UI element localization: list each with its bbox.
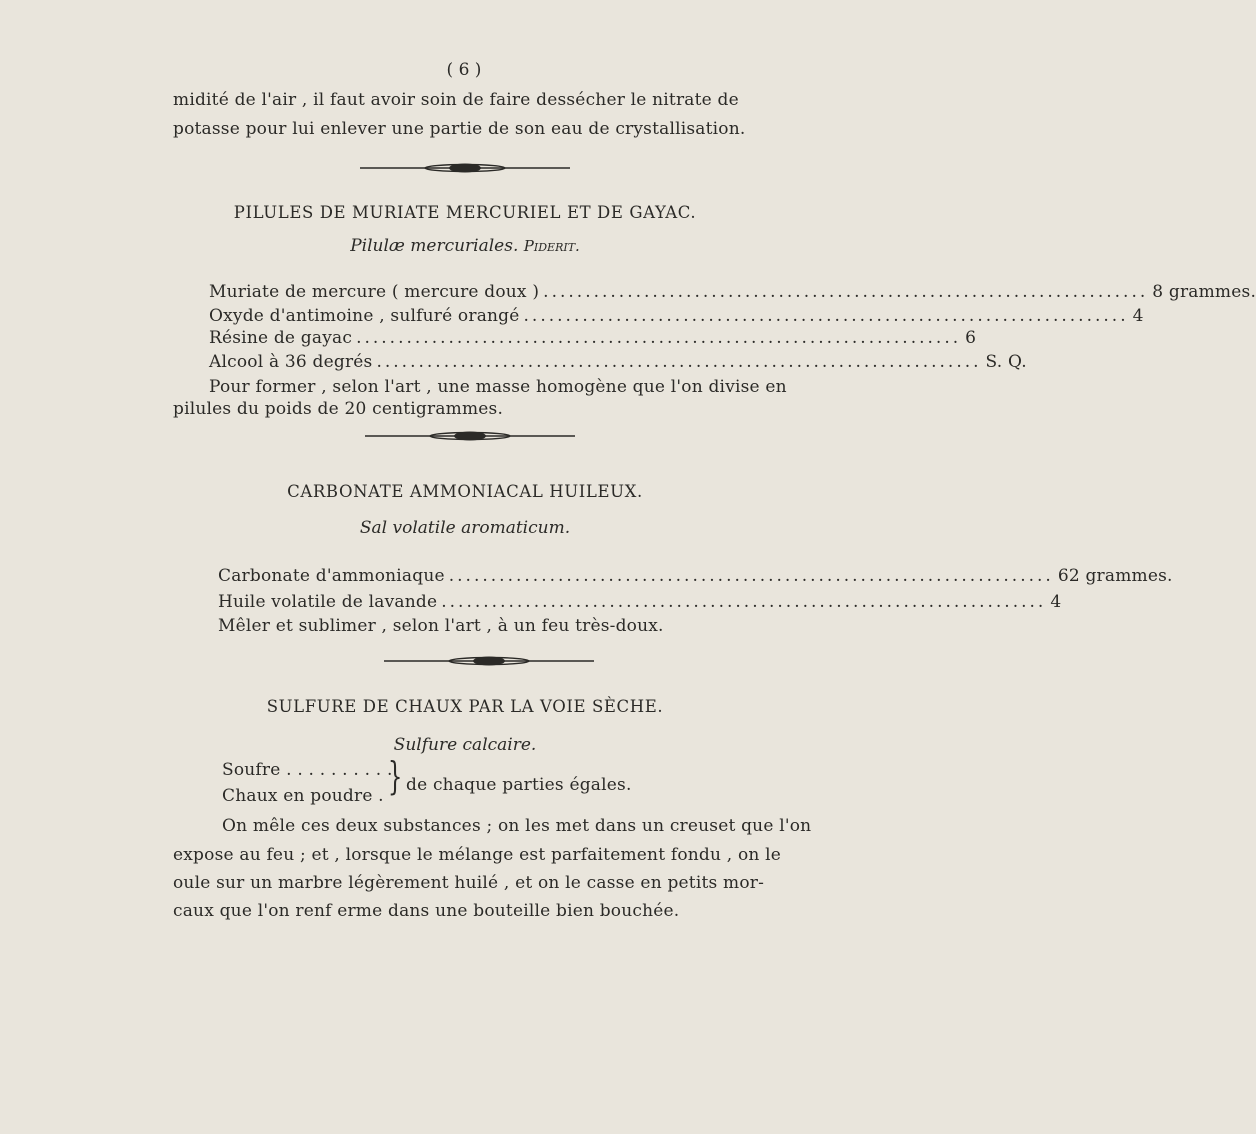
- ingredient-qty: 62 grammes.: [1057, 566, 1173, 586]
- ingredient-qty: 4: [1050, 592, 1062, 612]
- brace-glyph: }: [387, 754, 403, 798]
- ingredient-row: [209, 282, 1256, 302]
- ingredient-qty: S. Q.: [985, 352, 1027, 372]
- ingredient-name: Alcool à 36 degrés: [209, 352, 373, 372]
- leader-dots: ........................................................................: [376, 352, 982, 372]
- leader-dots: ........................................................................: [356, 328, 962, 348]
- ingredient-qty: 4: [1132, 306, 1144, 326]
- intro-line-2: potasse pour lui enlever une partie de son eau de crystallisation.: [173, 119, 746, 139]
- instruction-line-1: Pour former , selon l'art , une masse homogène que l'on divise en: [209, 377, 787, 397]
- intro-line-1: midité de l'air , il faut avoir soin de faire dessécher le nitrate de: [173, 90, 739, 110]
- leader-dots: ........................................................................: [523, 306, 1129, 326]
- paragraph-line-3: oule sur un marbre légèrement huilé , et on le casse en petits mor-: [173, 873, 765, 893]
- subtitle-author: Piderit.: [523, 237, 580, 255]
- ingredient-soufre: Soufre . . . . . . . . . .: [222, 760, 393, 780]
- leader-dots: ........................................................................: [448, 566, 1054, 586]
- paragraph-line-4: caux que l'on renf erme dans une bouteille bien bouchée.: [173, 901, 680, 921]
- section-subtitle-sulfure: Sulfure calcaire.: [393, 735, 537, 755]
- subtitle-latin: Pilulæ mercuriales.: [350, 236, 519, 256]
- ornamental-rule: [360, 162, 570, 174]
- brace-text: de chaque parties égales.: [406, 775, 632, 795]
- paragraph-line-1: On mêle ces deux substances ; on les met dans un creuset que l'on: [222, 816, 812, 836]
- section-subtitle-carbonate: Sal volatile aromaticum.: [359, 518, 571, 538]
- ingredient-row: [218, 566, 1173, 586]
- ingredient-qty: 6: [965, 328, 977, 348]
- section-title-carbonate: CARBONATE AMMONIACAL HUILEUX.: [287, 482, 643, 501]
- ingredient-name: Résine de gayac: [209, 328, 353, 348]
- page-number: ( 6 ): [446, 60, 482, 80]
- paragraph-line-2: expose au feu ; et , lorsque le mélange est parfaitement fondu , on le: [173, 845, 782, 865]
- ingredient-row: [209, 328, 977, 348]
- leader-dots: ........................................................................: [441, 592, 1047, 612]
- ingredient-name: Oxyde d'antimoine , sulfuré orangé: [209, 306, 520, 326]
- ornamental-rule: [365, 430, 575, 442]
- ingredient-qty: 8 grammes.: [1152, 282, 1256, 302]
- ingredient-name: Muriate de mercure ( mercure doux ): [209, 282, 540, 302]
- section-subtitle-pilules: [0, 236, 930, 256]
- ingredient-row: [209, 352, 1027, 372]
- ingredient-name: Carbonate d'ammoniaque: [218, 566, 445, 586]
- section-title-pilules: PILULES DE MURIATE MERCURIEL ET DE GAYAC.: [233, 203, 697, 222]
- ingredient-row: [209, 306, 1144, 326]
- leader-dots: ........................................................................: [543, 282, 1149, 302]
- ingredient-row: [218, 592, 1062, 612]
- instruction-line: Mêler et sublimer , selon l'art , à un feu très-doux.: [218, 616, 664, 636]
- instruction-line-2: pilules du poids de 20 centigrammes.: [173, 399, 504, 419]
- ingredient-name: Huile volatile de lavande: [218, 592, 438, 612]
- section-title-sulfure: SULFURE DE CHAUX PAR LA VOIE SÈCHE.: [266, 697, 664, 716]
- ingredient-chaux: Chaux en poudre .: [222, 786, 384, 806]
- ornamental-rule: [384, 655, 594, 667]
